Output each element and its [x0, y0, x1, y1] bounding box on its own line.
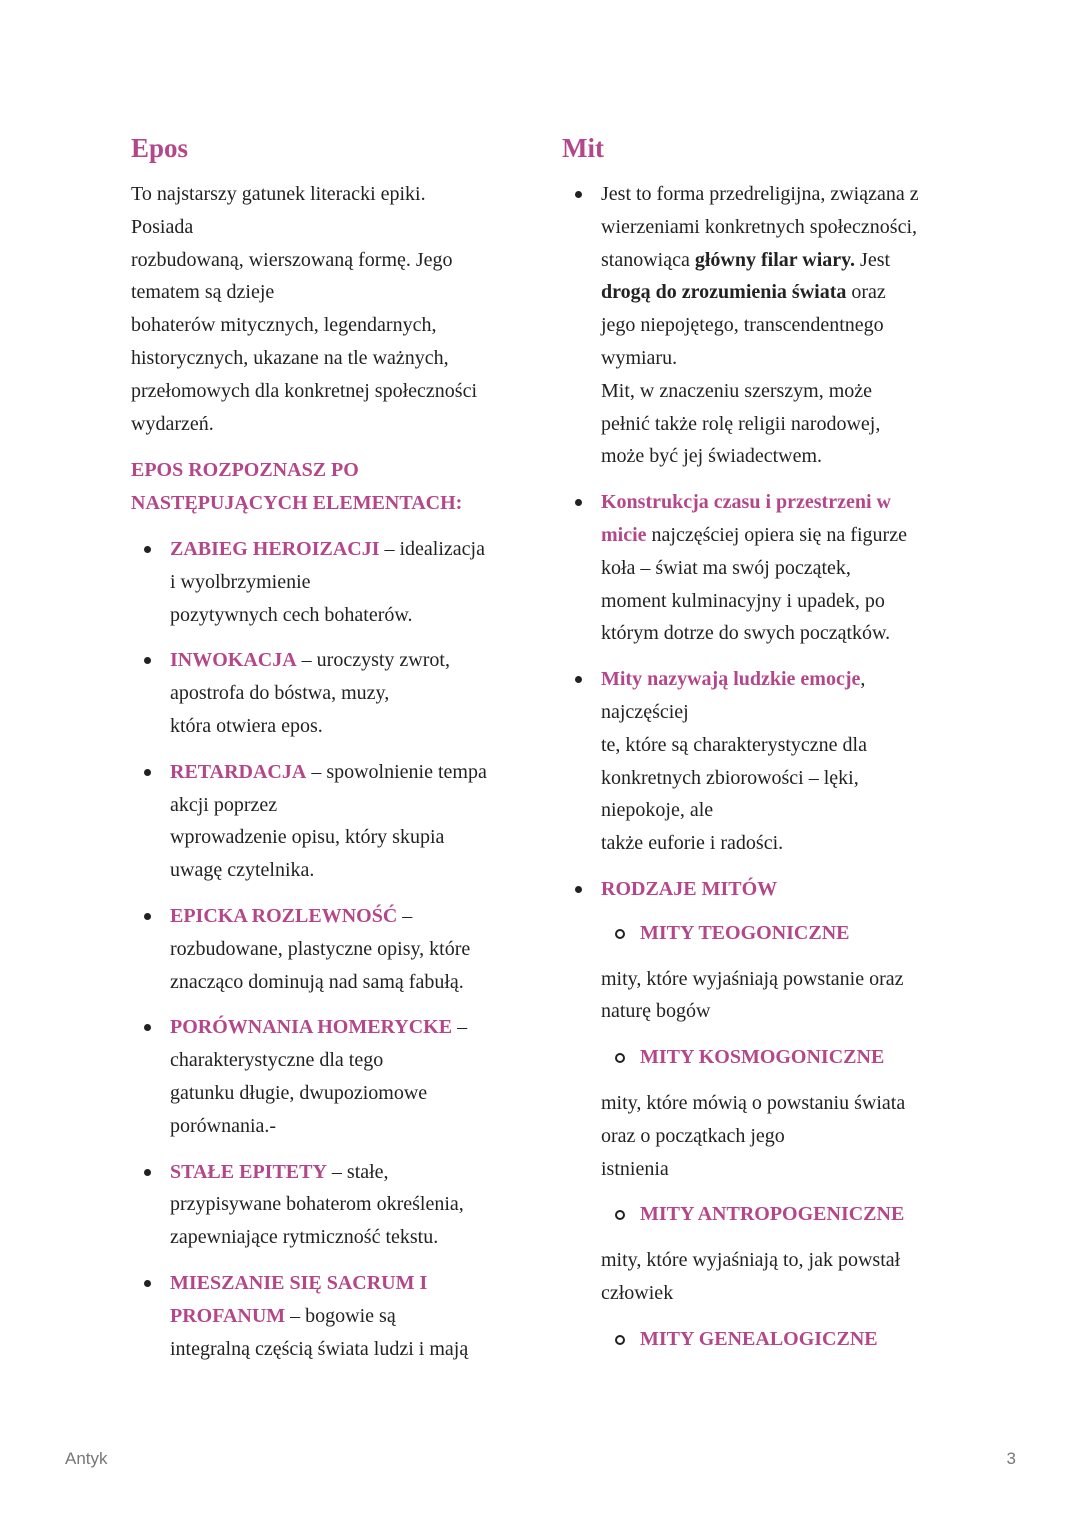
sub-list-item: MITY KOSMOGONICZNE — [601, 1041, 962, 1074]
myth-types-list — [601, 1323, 962, 1356]
bullet-icon — [144, 1280, 151, 1287]
sub-list-item: MITY ANTROPOGENICZNE — [601, 1198, 962, 1231]
list-item: RETARDACJA – spowolnienie tempa akcji poprzez wprowadzenie opisu, który skupia uwagę czytelnika. — [131, 756, 523, 887]
bullet-icon — [144, 546, 151, 553]
myth-types-list — [601, 917, 962, 950]
sub-list-item: MITY GENEALOGICZNE — [601, 1323, 962, 1356]
bullet-icon — [144, 1169, 151, 1176]
bullet-icon — [575, 676, 582, 683]
bullet-icon — [144, 1024, 151, 1031]
footer-title: Antyk — [65, 1449, 108, 1468]
right-column — [562, 126, 962, 1356]
list-item: PORÓWNANIA HOMERYCKE – charakterystyczne dla tego gatunku długie, dwupoziomowe porównania.- — [131, 1011, 523, 1142]
list-item: Jest to forma przedreligijna, związana z wierzeniami konkretnych społeczności, stanowiąca główny filar wiary. Jest drogą do zrozumienia świata oraz jego niepojętego, transcendentnego wymiaru. Mit, w znaczeniu szerszym, może pełnić także rolę religii narodowej, może być jej świadectwem. — [562, 178, 962, 473]
circle-bullet-icon — [615, 1210, 625, 1220]
epos-subheading: EPOS ROZPOZNASZ PO NASTĘPUJĄCYCH ELEMENTACH: — [131, 459, 463, 515]
bullet-icon — [144, 769, 151, 776]
bullet-icon — [575, 191, 582, 198]
list-item: STAŁE EPITETY – stałe, przypisywane bohaterom określenia, zapewniające rytmiczność tekstu. — [131, 1156, 523, 1254]
list-item: MIESZANIE SIĘ SACRUM I PROFANUM – bogowie są integralną częścią świata ludzi i mają — [131, 1267, 523, 1365]
bullet-icon — [144, 657, 151, 664]
mit-list — [562, 178, 962, 1356]
bullet-icon — [575, 499, 582, 506]
page-number: 3 — [1006, 1449, 1016, 1468]
bullet-icon — [575, 886, 582, 893]
circle-bullet-icon — [615, 1053, 625, 1063]
list-item: INWOKACJA – uroczysty zwrot, apostrofa do bóstwa, muzy, która otwiera epos. — [131, 644, 523, 742]
sub-list-item: MITY TEOGONICZNE — [601, 917, 962, 950]
myth-types-list — [601, 1041, 962, 1074]
epos-elements-list — [131, 533, 523, 1365]
list-item — [562, 873, 962, 1356]
list-item: ZABIEG HEROIZACJI – idealizacja i wyolbrzymienie pozytywnych cech bohaterów. — [131, 533, 523, 631]
bullet-icon — [144, 913, 151, 920]
list-item: Konstrukcja czasu i przestrzeni w micie najczęściej opiera się na figurze koła – świat ma swój początek, moment kulminacyjny i upadek, po którym dotrze do swych początków. — [562, 486, 962, 650]
myth-types-list — [601, 1198, 962, 1231]
epos-intro: To najstarszy gatunek literacki epiki. Posiada rozbudowaną, wierszowaną formę. Jego tematem są dzieje bohaterów mitycznych, legendarnych, historycznych, ukazane na tle ważnych, przełomowych dla konkretnej społeczności wydarzeń. — [131, 183, 477, 435]
list-item: EPICKA ROZLEWNOŚĆ – rozbudowane, plastyczne opisy, które znacząco dominują nad samą fabułą. — [131, 900, 523, 998]
circle-bullet-icon — [615, 929, 625, 939]
left-column — [131, 126, 523, 1365]
myth-type-description: mity, które wyjaśniają powstanie oraz naturę bogów — [601, 967, 904, 1023]
section-title-epos: Epos — [131, 133, 189, 163]
list-item: Mity nazywają ludzkie emocje, najczęściej te, które są charakterystyczne dla konkretnych zbiorowości – lęki, niepokoje, ale także euforie i radości. — [562, 663, 962, 860]
myth-types-heading: RODZAJE MITÓW — [601, 877, 778, 900]
myth-type-description: mity, które wyjaśniają to, jak powstał człowiek — [601, 1249, 901, 1304]
myth-type-description: mity, które mówią o powstaniu świata oraz o początkach jego istnienia — [601, 1091, 906, 1180]
section-title-mit: Mit — [562, 133, 604, 163]
circle-bullet-icon — [615, 1335, 625, 1345]
